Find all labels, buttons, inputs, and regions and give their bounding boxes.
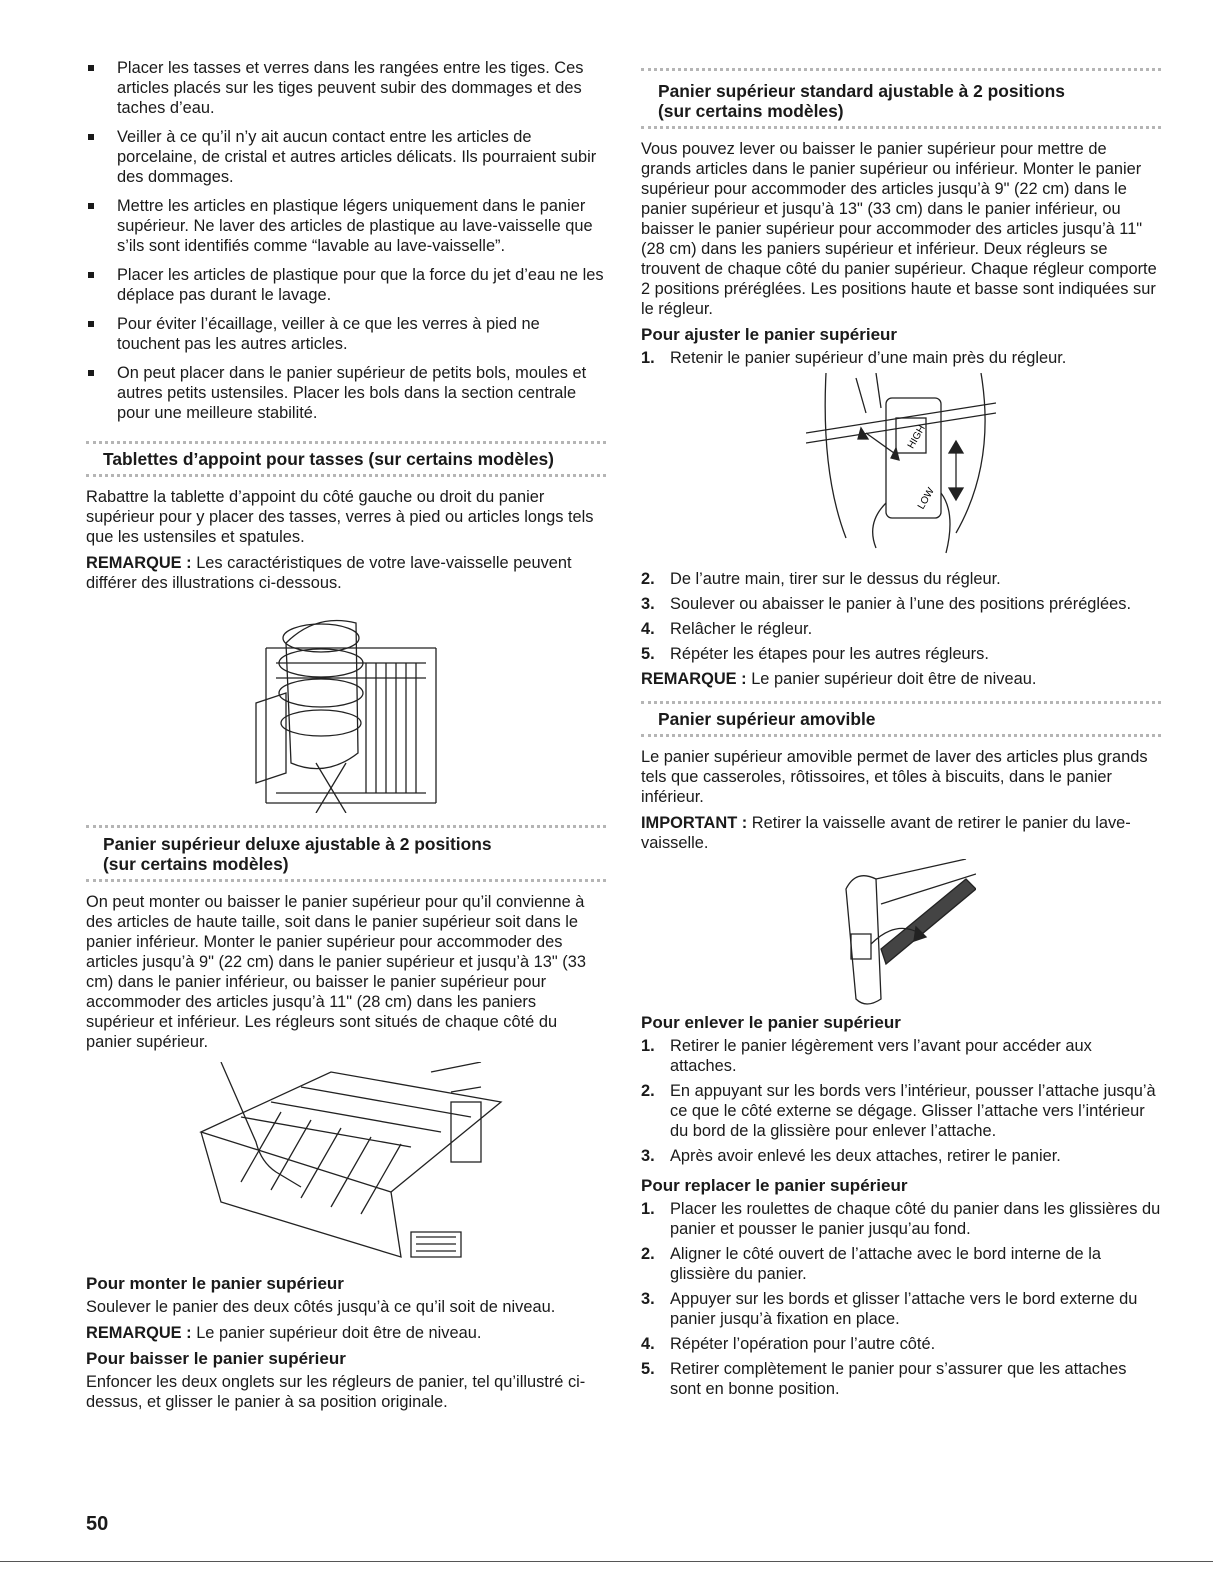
low-label: LOW <box>915 486 937 512</box>
raise-heading: Pour monter le panier supérieur <box>86 1274 344 1293</box>
adjust-steps-rest <box>641 569 1161 664</box>
important-text: Retirer la vaisselle avant de retirer le panier du lave-vaisselle. <box>641 814 1131 852</box>
note-text: Les caractéristiques de votre lave-vaisselle peuvent différer des illustrations ci-dessous. <box>86 554 572 592</box>
list-item: 5. Retirer complètement le panier pour s’assurer que les attaches sont en bonne position. <box>641 1360 1127 1398</box>
step-text: Retenir le panier supérieur d’une main près du régleur. <box>670 349 1067 367</box>
deluxe-title-line2: (sur certains modèles) <box>103 854 289 874</box>
standard-text: Vous pouvez lever ou baisser le panier supérieur pour mettre de grands articles dans le panier supérieur ou inférieur. Monter le panier supérieur pour accommoder des articles jusqu’à 9" (22 cm) dans le panier supérieur et jusqu’à 13" (33 cm) dans le panier inférieur, ou baisser le panier supérieur pour accommoder des articles jusqu’à 11" (28 cm) dans les paniers supérieur et inférieur. Deux régleurs se trouvent de chaque côté du panier supérieur. Chaque régleur comporte 2 positions préréglées. Les positions haute et basse sont indiquées sur le régleur. <box>641 140 1157 318</box>
deluxe-rack-figure <box>181 1062 511 1262</box>
cup-shelves-text: Rabattre la tablette d’appoint du côté gauche ou droit du panier supérieur pour y placer des tasses, verres à pied ou articles longs tels que les ustensiles et spatules. <box>86 488 594 546</box>
deluxe-title-line1: Panier supérieur deluxe ajustable à 2 positions <box>103 834 492 854</box>
list-item: 2. Aligner le côté ouvert de l’attache avec le bord interne de la glissière du panier. <box>641 1245 1101 1283</box>
step-text: Répéter les étapes pour les autres régleurs. <box>670 645 989 663</box>
step-text: Placer les roulettes de chaque côté du panier dans les glissières du panier et pousser le panier jusqu’au fond. <box>670 1200 1161 1238</box>
deluxe-rack-heading <box>86 825 606 882</box>
list-item: 4. Relâcher le régleur. <box>641 620 813 638</box>
page-number: 50 <box>86 1513 109 1535</box>
loading-tips-list <box>86 58 606 423</box>
step-text: Soulever ou abaisser le panier à l’une des positions préréglées. <box>670 595 1132 613</box>
right-column <box>641 58 1161 1404</box>
step-text: De l’autre main, tirer sur le dessus du régleur. <box>670 570 1001 588</box>
removable-text: Le panier supérieur amovible permet de laver des articles plus grands tels que casseroles, rôtissoires, et tôles à biscuits, dans le panier inférieur. <box>641 748 1148 806</box>
adjuster-illustration <box>641 373 1161 563</box>
list-item: 4. Répéter l’opération pour l’autre côté. <box>641 1335 936 1353</box>
list-item: Veiller à ce qu’il n’y ait aucun contact entre les articles de porcelaine, de cristal et autres articles délicats. Ils pourraient subir des dommages. <box>86 127 606 187</box>
step-text: En appuyant sur les bords vers l’intérieur, pousser l’attache jusqu’à ce que le côté externe se dégage. Glisser l’attache vers l’intérieur du bord de la glissière pour enlever l’attache. <box>670 1082 1156 1140</box>
cup-shelves-note <box>86 553 606 593</box>
deluxe-note <box>86 1323 606 1343</box>
replace-steps <box>641 1199 1161 1399</box>
important-label: IMPORTANT : <box>641 814 748 832</box>
list-item: 1. Placer les roulettes de chaque côté du panier dans les glissières du panier et pousser le panier jusqu’au fond. <box>641 1200 1161 1238</box>
step-text: Appuyer sur les bords et glisser l’attache vers le bord externe du panier jusqu’à fixation en place. <box>670 1290 1138 1328</box>
step-text: Aligner le côté ouvert de l’attache avec le bord interne de la glissière du panier. <box>670 1245 1101 1283</box>
high-label: HIGH <box>905 423 928 451</box>
list-item: 1. Retirer le panier légèrement vers l’avant pour accéder aux attaches. <box>641 1037 1092 1075</box>
step-text: Après avoir enlevé les deux attaches, retirer le panier. <box>670 1147 1061 1165</box>
cup-shelf-figure <box>246 603 446 813</box>
step-text: Relâcher le régleur. <box>670 620 813 638</box>
list-item: 1. Retenir le panier supérieur d’une main près du régleur. <box>641 349 1067 367</box>
note-label: REMARQUE : <box>641 670 747 688</box>
list-item: 3. Après avoir enlevé les deux attaches, retirer le panier. <box>641 1147 1061 1165</box>
list-item: Placer les tasses et verres dans les rangées entre les tiges. Ces articles placés sur les tiges peuvent subir des dommages et des taches d’eau. <box>86 58 606 118</box>
step-text: Retirer le panier légèrement vers l’avant pour accéder aux attaches. <box>670 1037 1092 1075</box>
rack-clip-illustration <box>641 859 1161 1009</box>
step-text: Retirer complètement le panier pour s’assurer que les attaches sont en bonne position. <box>670 1360 1127 1398</box>
standard-note <box>641 669 1161 689</box>
deluxe-text: On peut monter ou baisser le panier supérieur pour qu’il convienne à des articles de haute taille, soit dans le panier supérieur soit dans le panier inférieur. Monter le panier supérieur pour accommoder des articles jusqu’à 9" (22 cm) dans le panier supérieur et jusqu’à 13" (33 cm) dans le panier inférieur, ou baisser le panier supérieur pour accommoder des articles jusqu’à 11" (28 cm) dans les paniers supérieur et inférieur. Les régleurs sont situés de chaque côté du panier supérieur. <box>86 893 586 1051</box>
adjuster-figure <box>806 373 996 563</box>
lower-heading: Pour baisser le panier supérieur <box>86 1349 346 1368</box>
list-item: Mettre les articles en plastique légers uniquement dans le panier supérieur. Ne laver des articles de plastique au lave-vaisselle que s’ils sont identifiés comme “lavable au lave-vaisselle”. <box>86 196 606 256</box>
remove-steps <box>641 1036 1161 1166</box>
cup-shelf-illustration <box>86 603 606 813</box>
important-note <box>641 813 1161 853</box>
raise-text: Soulever le panier des deux côtés jusqu’à ce qu’il soit de niveau. <box>86 1298 556 1316</box>
list-item: 3. Appuyer sur les bords et glisser l’attache vers le bord externe du panier jusqu’à fixation en place. <box>641 1290 1138 1328</box>
removable-rack-heading: Panier supérieur amovible <box>641 701 1161 737</box>
list-item: Placer les articles de plastique pour que la force du jet d’eau ne les déplace pas durant le lavage. <box>86 265 606 305</box>
left-column <box>86 58 606 1418</box>
standard-title-line1: Panier supérieur standard ajustable à 2 positions <box>658 81 1065 101</box>
standard-title-line2: (sur certains modèles) <box>658 101 844 121</box>
step-text: Répéter l’opération pour l’autre côté. <box>670 1335 936 1353</box>
list-item: On peut placer dans le panier supérieur de petits bols, moules et autres petits ustensiles. Placer les bols dans la section centrale pour une meilleure stabilité. <box>86 363 606 423</box>
note-label: REMARQUE : <box>86 1324 192 1342</box>
rack-clip-figure <box>826 859 976 1009</box>
adjust-steps-first <box>641 348 1161 368</box>
remove-heading: Pour enlever le panier supérieur <box>641 1013 901 1032</box>
list-item: Pour éviter l’écaillage, veiller à ce que les verres à pied ne touchent pas les autres articles. <box>86 314 606 354</box>
cup-shelves-heading: Tablettes d’appoint pour tasses (sur certains modèles) <box>86 441 606 477</box>
list-item: 5. Répéter les étapes pour les autres régleurs. <box>641 645 989 663</box>
lower-text: Enfoncer les deux onglets sur les régleurs de panier, tel qu’illustré ci-dessus, et glisser le panier à sa position originale. <box>86 1373 586 1411</box>
note-text: Le panier supérieur doit être de niveau. <box>191 1324 482 1342</box>
bottom-divider <box>0 1561 1213 1562</box>
deluxe-rack-illustration <box>86 1062 606 1262</box>
standard-rack-heading <box>641 68 1161 129</box>
list-item: 2. De l’autre main, tirer sur le dessus du régleur. <box>641 570 1001 588</box>
note-text: Le panier supérieur doit être de niveau. <box>746 670 1037 688</box>
note-label: REMARQUE : <box>86 554 192 572</box>
list-item: 2. En appuyant sur les bords vers l’intérieur, pousser l’attache jusqu’à ce que le côté externe se dégage. Glisser l’attache vers l’intérieur du bord de la glissière pour enlever l’attache. <box>641 1082 1156 1140</box>
adjust-heading: Pour ajuster le panier supérieur <box>641 325 898 344</box>
list-item: 3. Soulever ou abaisser le panier à l’une des positions préréglées. <box>641 595 1132 613</box>
replace-heading: Pour replacer le panier supérieur <box>641 1176 908 1195</box>
